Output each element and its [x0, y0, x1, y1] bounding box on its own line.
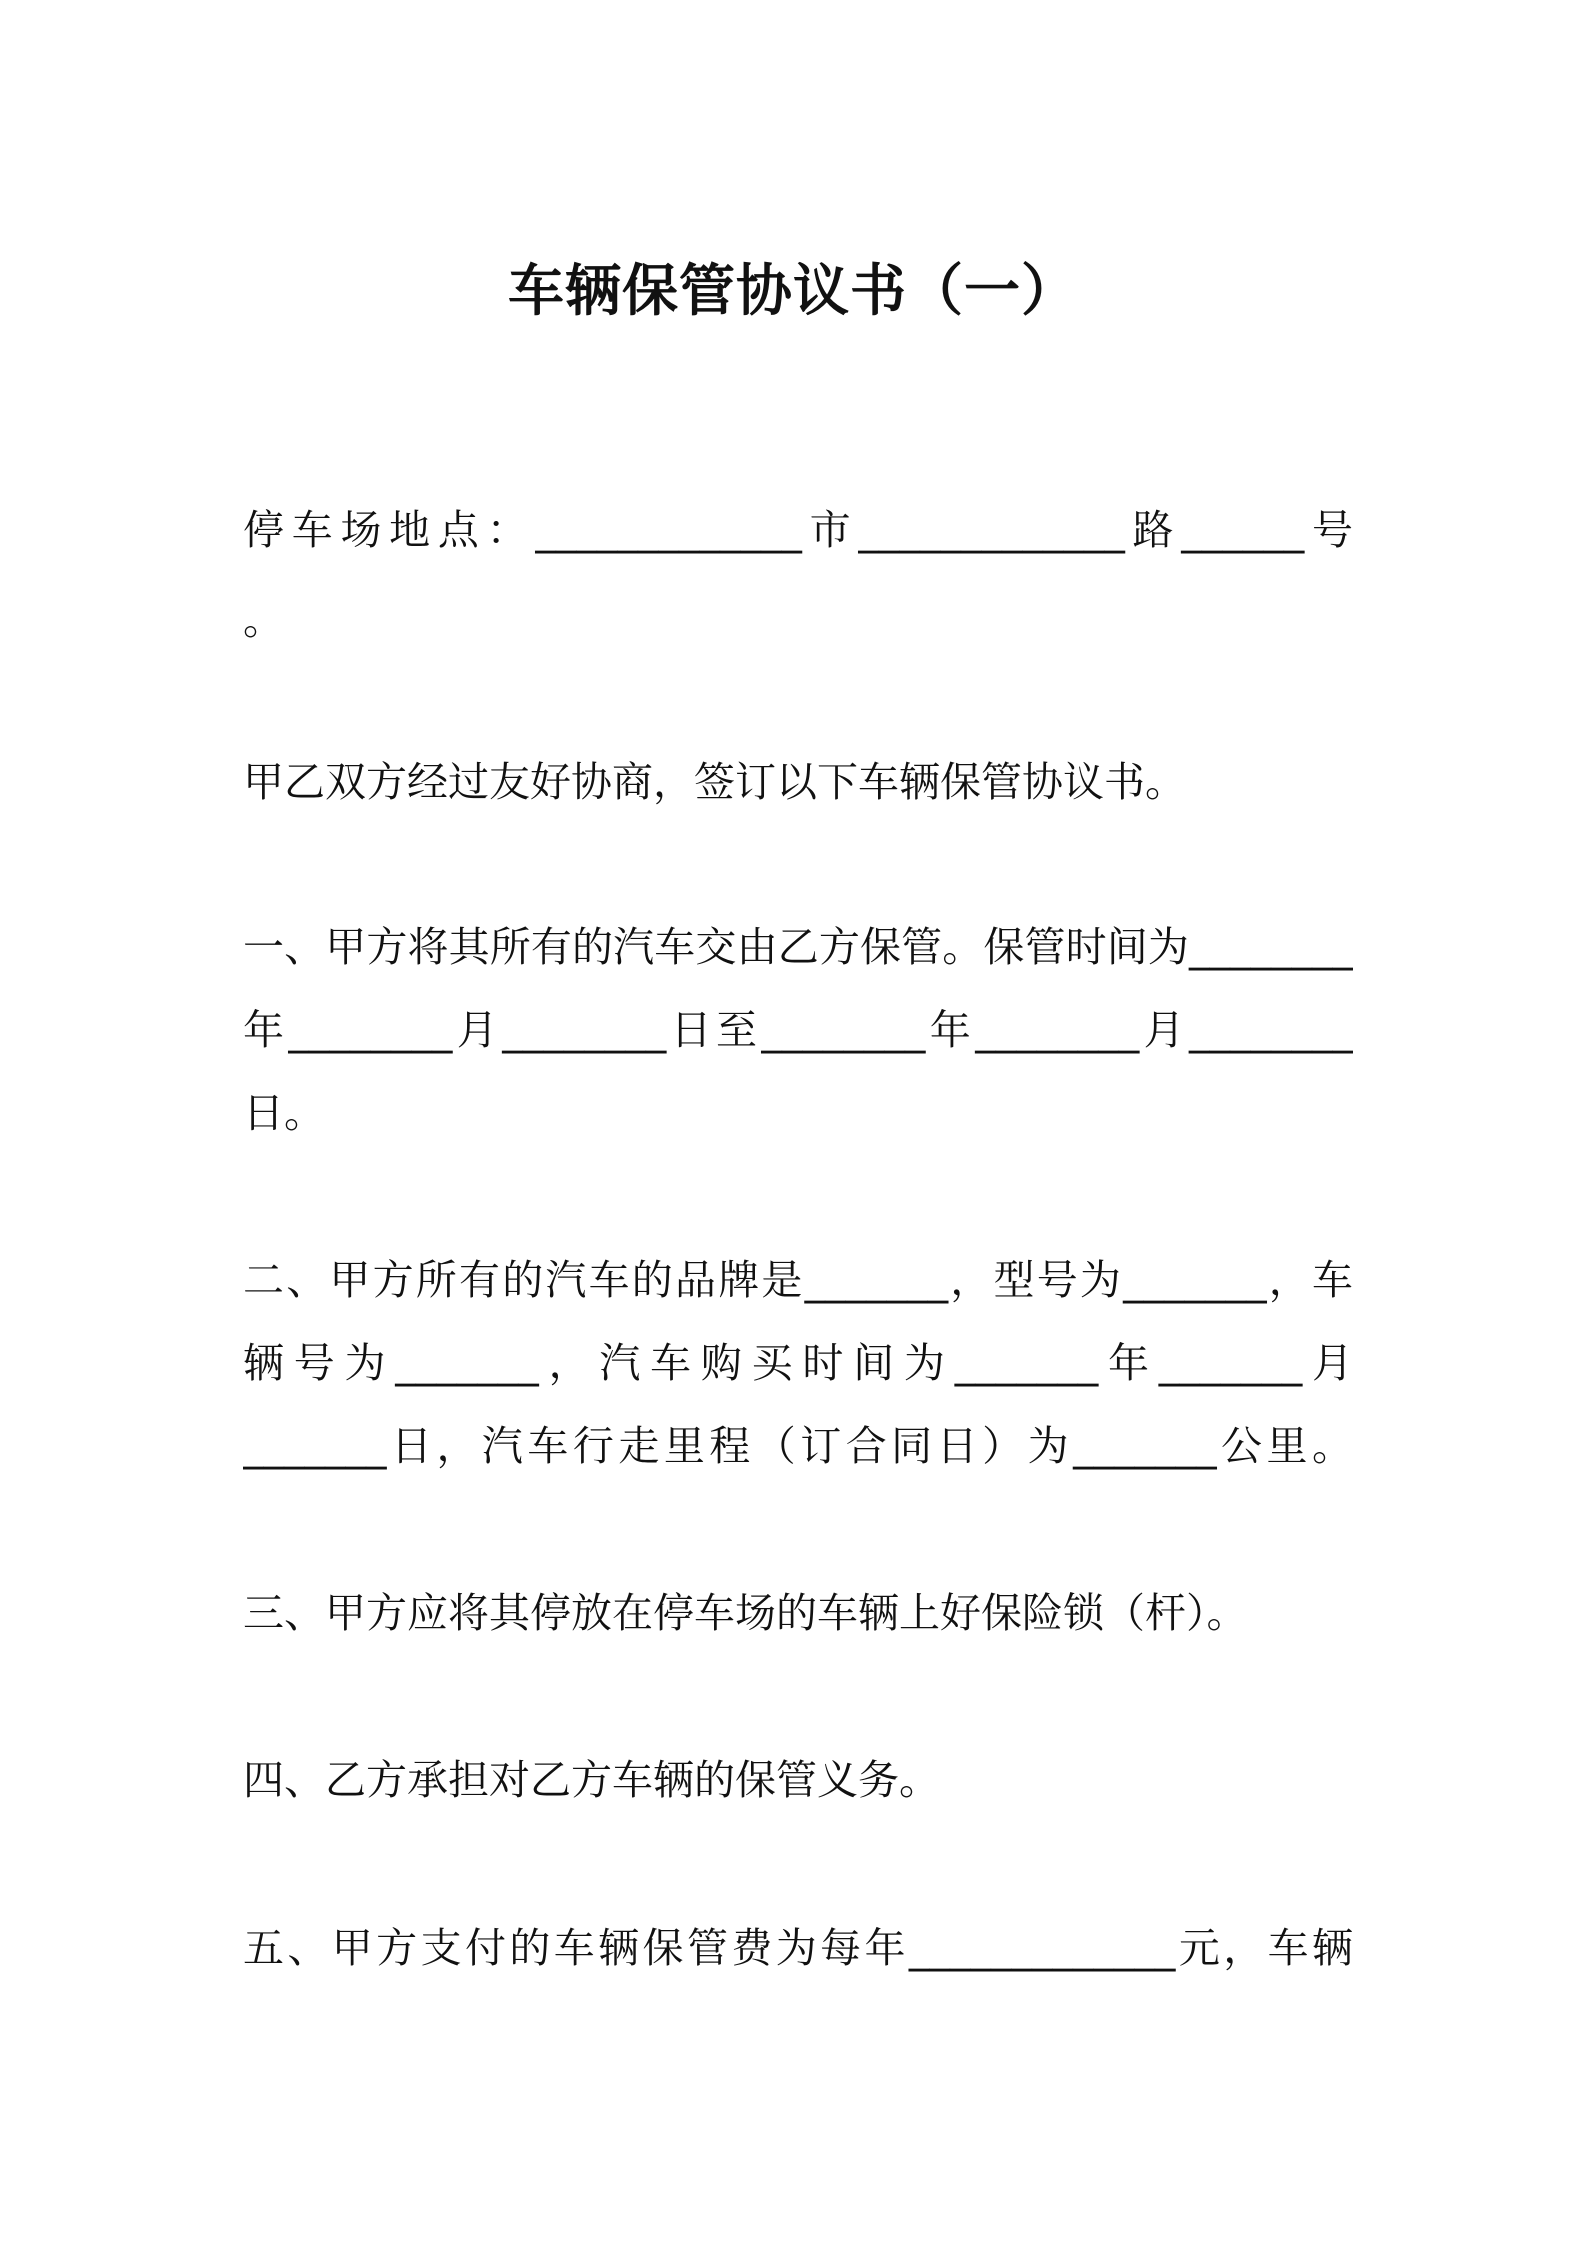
parking-location-line-end: 。	[243, 596, 284, 644]
clause-1-line-1: 一、甲方将其所有的汽车交由乙方保管。保管时间为________	[243, 923, 1353, 971]
clause-4: 四、乙方承担对乙方车辆的保管义务。	[243, 1756, 940, 1804]
parking-location-line: 停车场地点：_____________市_____________路______号	[243, 506, 1353, 554]
clause-1-line-2: 年________月________日至________年________月________	[243, 1006, 1353, 1054]
document-title: 车辆保管协议书（一）	[508, 259, 1078, 324]
clause-2-line-3: _______日，汽车行走里程（订合同日）为_______公里。	[243, 1422, 1353, 1470]
clause-5-line-1: 五、甲方支付的车辆保管费为每年_____________元，车辆	[243, 1924, 1353, 1972]
intro-paragraph: 甲乙双方经过友好协商，签订以下车辆保管协议书。	[243, 758, 1186, 806]
clause-2-line-2: 辆号为_______，汽车购买时间为_______年_______月	[243, 1339, 1353, 1387]
clause-3: 三、甲方应将其停放在停车场的车辆上好保险锁（杆）。	[243, 1589, 1248, 1637]
clause-2-line-1: 二、甲方所有的汽车的品牌是_______，型号为_______，车	[243, 1256, 1353, 1304]
clause-1-line-3: 日。	[243, 1089, 325, 1137]
